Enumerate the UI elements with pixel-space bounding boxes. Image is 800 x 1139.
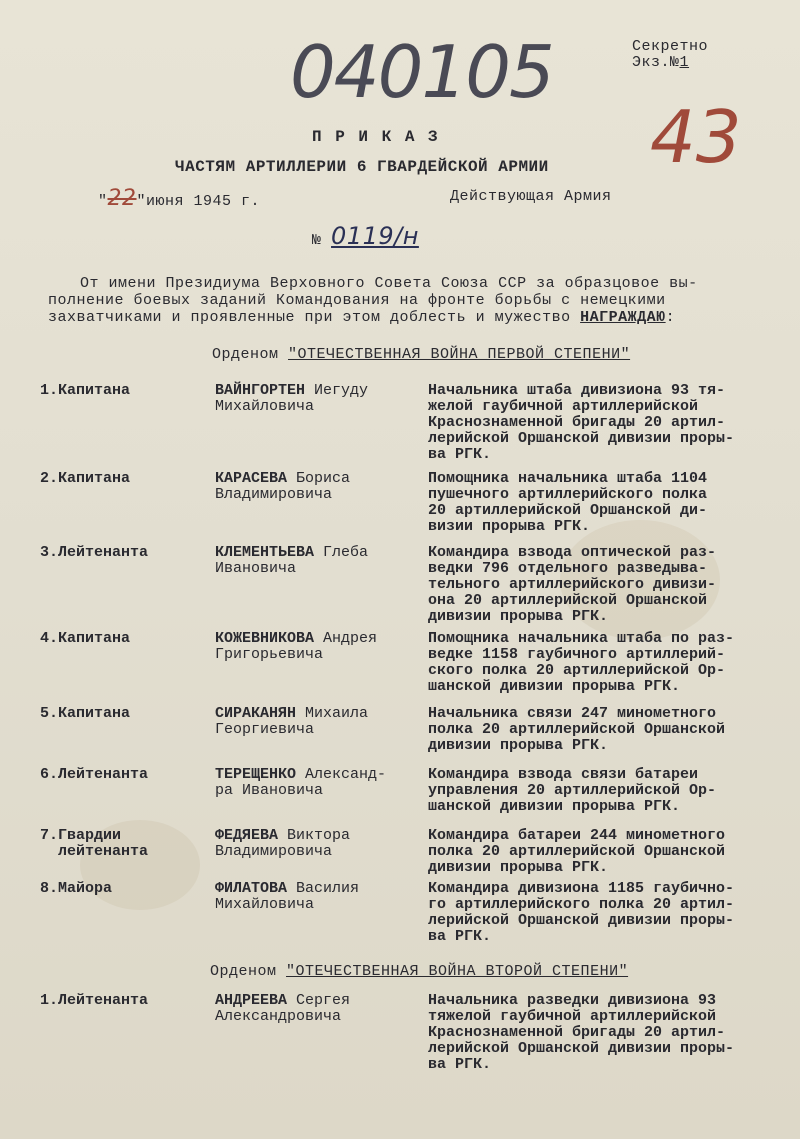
section-1-title: "ОТЕЧЕСТВЕННАЯ ВОЙНА ПЕРВОЙ СТЕПЕНИ"	[288, 346, 631, 363]
entry-position	[428, 767, 798, 815]
section-2-title: "ОТЕЧЕСТВЕННАЯ ВОЙНА ВТОРОЙ СТЕПЕНИ"	[286, 963, 629, 980]
entry-name	[215, 828, 425, 860]
entry-position	[428, 545, 798, 625]
patronymic: Григорьевича	[215, 646, 324, 663]
surname: ТЕРЕЩЕНКО	[215, 766, 297, 783]
entry-rank	[40, 631, 210, 647]
given-name: Иегуду	[314, 382, 369, 399]
given-name: Андрея	[323, 630, 378, 647]
given-name: Бориса	[296, 470, 351, 487]
entry-position	[428, 631, 798, 695]
given-name: Сергея	[296, 992, 351, 1009]
section-1-heading	[212, 346, 630, 363]
position-line: дивизии прорыва РГК.	[428, 737, 609, 754]
rank-line: 3.Лейтенанта	[40, 544, 149, 561]
copy-number: 1	[679, 54, 690, 71]
position-line: Начальника штаба дивизиона 93 тя-	[428, 382, 726, 399]
position-line: лерийской Оршанской дивизии проры-	[428, 1040, 735, 1057]
rank-line: 4.Капитана	[40, 630, 131, 647]
order-number	[312, 222, 419, 250]
given-name: Василия	[296, 880, 360, 897]
order-number-prefix: №	[312, 232, 322, 249]
position-line: ведки 796 отдельного разведыва-	[428, 560, 708, 577]
patronymic: Владимировича	[215, 843, 333, 860]
surname: АНДРЕЕВА	[215, 992, 288, 1009]
position-line: лерийской Оршанской дивизии проры-	[428, 912, 735, 929]
entry-name	[215, 383, 425, 415]
entry-position	[428, 706, 798, 754]
rank-line: лейтенанта	[40, 843, 149, 860]
position-line: Помощника начальника штаба 1104	[428, 470, 708, 487]
position-line: тяжелой гаубичной артиллерийской	[428, 1008, 717, 1025]
position-line: визии прорыва РГК.	[428, 518, 591, 535]
copy-label-text: Экз.№	[632, 54, 680, 71]
position-line: шанской дивизии прорыва РГК.	[428, 678, 681, 695]
position-line: дивизии прорыва РГК.	[428, 859, 609, 876]
rank-line: 6.Лейтенанта	[40, 766, 149, 783]
archive-number-handwritten: 040105	[290, 30, 553, 114]
patronymic: Ивановича	[215, 560, 297, 577]
position-line: дивизии прорыва РГК.	[428, 608, 609, 625]
position-line: Помощника начальника штаба по раз-	[428, 630, 735, 647]
surname: КЛЕМЕНТЬЕВА	[215, 544, 315, 561]
entry-position	[428, 881, 798, 945]
position-line: пушечного артиллерийского полка	[428, 486, 708, 503]
surname: КОЖЕВНИКОВА	[215, 630, 315, 647]
given-name: Михаила	[305, 705, 369, 722]
surname: КАРАСЕВА	[215, 470, 288, 487]
entry-name	[215, 881, 425, 913]
secret-label: Секретно	[632, 38, 709, 55]
entry-position	[428, 471, 798, 535]
preamble-line-2: полнение боевых заданий Командования на фронте борьбы с немецкими	[48, 292, 666, 309]
surname: СИРАКАНЯН	[215, 705, 297, 722]
position-line: ского полка 20 артиллерийской Ор-	[428, 662, 726, 679]
entry-name	[215, 545, 425, 577]
position-line: желой гаубичной артиллерийской	[428, 398, 699, 415]
entry-name	[215, 767, 425, 799]
entry-position	[428, 383, 798, 463]
rank-line: 2.Капитана	[40, 470, 131, 487]
position-line: управления 20 артиллерийской Ор-	[428, 782, 717, 799]
entry-name	[215, 993, 425, 1025]
surname: ФИЛАТОВА	[215, 880, 288, 897]
preamble-line-3-text: захватчиками и проявленные при этом доблесть и мужество	[48, 309, 581, 326]
patronymic: ра Ивановича	[215, 782, 324, 799]
date-quote-close: "	[136, 193, 147, 210]
patronymic: Михайловича	[215, 896, 315, 913]
position-line: Начальника разведки дивизиона 93	[428, 992, 717, 1009]
order-location: Действующая Армия	[450, 188, 612, 205]
position-line: Командира взвода связи батареи	[428, 766, 699, 783]
rank-line: 1.Капитана	[40, 382, 131, 399]
given-name: Глеба	[323, 544, 369, 561]
position-line: Краснознаменной бригады 20 артил-	[428, 1024, 726, 1041]
date-rest: июня 1945 г.	[146, 193, 261, 210]
section-1-prefix: Орденом	[212, 346, 289, 363]
position-line: лерийской Оршанской дивизии проры-	[428, 430, 735, 447]
preamble-line-3	[48, 309, 675, 326]
preamble-colon: :	[665, 309, 676, 326]
position-line: ва РГК.	[428, 928, 492, 945]
date-day: 22	[107, 186, 137, 211]
position-line: Командира батареи 244 минометного	[428, 827, 726, 844]
position-line: полка 20 артиллерийской Оршанской	[428, 721, 726, 738]
entry-name	[215, 471, 425, 503]
entry-rank	[40, 881, 210, 897]
position-line: шанской дивизии прорыва РГК.	[428, 798, 681, 815]
date-quote-open: "	[98, 193, 108, 210]
entry-rank	[40, 706, 210, 722]
position-line: Начальника связи 247 минометного	[428, 705, 717, 722]
position-line: го артиллерийского полка 20 артил-	[428, 896, 735, 913]
position-line: тельного артиллерийского дивизи-	[428, 576, 717, 593]
entry-position	[428, 828, 798, 876]
patronymic: Александровича	[215, 1008, 342, 1025]
position-line: ва РГК.	[428, 1056, 492, 1073]
entry-rank	[40, 383, 210, 399]
sheet-number-handwritten: 43	[650, 95, 742, 179]
copy-label	[632, 54, 689, 71]
position-line: Командира дивизиона 1185 гаубично-	[428, 880, 735, 897]
position-line: Краснознаменной бригады 20 артил-	[428, 414, 726, 431]
order-date	[98, 186, 260, 211]
entry-name	[215, 706, 425, 738]
given-name: Александ-	[305, 766, 387, 783]
rank-line: 8.Майора	[40, 880, 113, 897]
order-subtitle: ЧАСТЯМ АРТИЛЛЕРИИ 6 ГВАРДЕЙСКОЙ АРМИИ	[175, 158, 549, 176]
entry-name	[215, 631, 425, 663]
surname: ФЕДЯЕВА	[215, 827, 279, 844]
entry-rank	[40, 993, 210, 1009]
position-line: полка 20 артиллерийской Оршанской	[428, 843, 726, 860]
entry-rank	[40, 545, 210, 561]
entry-rank	[40, 471, 210, 487]
position-line: ва РГК.	[428, 446, 492, 463]
entry-rank	[40, 767, 210, 783]
position-line: Командира взвода оптической раз-	[428, 544, 717, 561]
section-2-prefix: Орденом	[210, 963, 287, 980]
section-2-heading	[210, 963, 628, 980]
order-title: П Р И К А З	[312, 128, 440, 146]
rank-line: 5.Капитана	[40, 705, 131, 722]
patronymic: Владимировича	[215, 486, 333, 503]
patronymic: Михайловича	[215, 398, 315, 415]
entry-rank	[40, 828, 210, 860]
surname: ВАЙНГОРТЕН	[215, 382, 306, 399]
preamble-line-1: От имени Президиума Верховного Совета Союза ССР за образцовое вы-	[80, 275, 698, 292]
given-name: Виктора	[287, 827, 351, 844]
position-line: 20 артиллерийской Оршанской ди-	[428, 502, 708, 519]
order-number-handwritten: 0119/н	[331, 222, 419, 250]
position-line: ведке 1158 гаубичного артиллерий-	[428, 646, 726, 663]
patronymic: Георгиевича	[215, 721, 315, 738]
preamble-award-word: НАГРАЖДАЮ	[580, 309, 666, 326]
rank-line: 1.Лейтенанта	[40, 992, 149, 1009]
rank-line: 7.Гвардии	[40, 827, 122, 844]
entry-position	[428, 993, 798, 1073]
position-line: она 20 артиллерийской Оршанской	[428, 592, 708, 609]
